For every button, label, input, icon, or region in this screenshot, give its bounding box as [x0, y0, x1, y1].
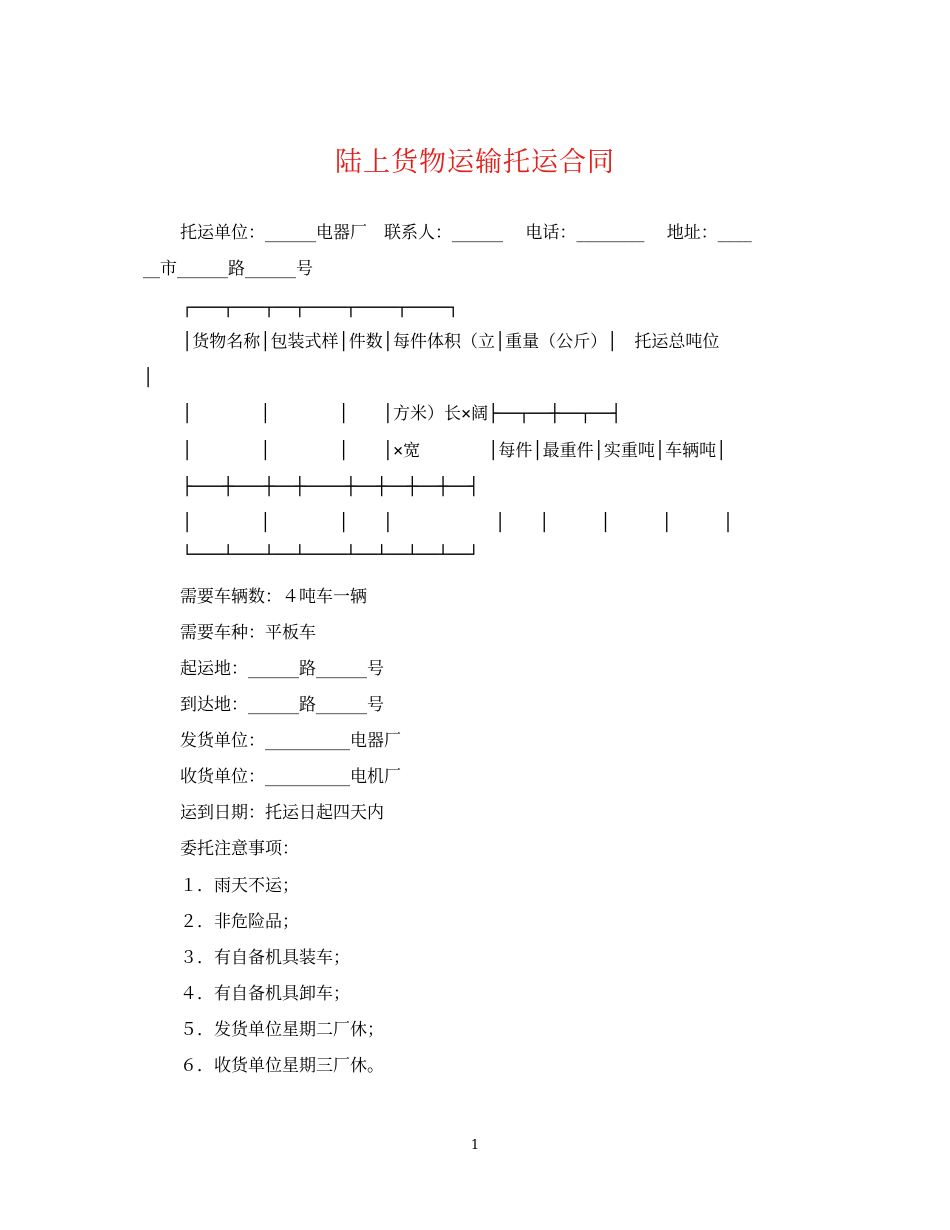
- note-item: ６．收货单位星期三厂休。: [180, 1056, 384, 1076]
- field-line: 需要车辆数：４吨车一辆: [180, 587, 367, 607]
- field-line: 到达地：______路______号: [180, 695, 384, 715]
- table-row: └───┴───┴──┴────┴──┴──┴──┴──┘: [182, 545, 479, 565]
- page-number: 1: [470, 1138, 480, 1153]
- field-line: 委托注意事项：: [180, 839, 299, 859]
- field-line: 收货单位：__________电机厂: [180, 767, 401, 787]
- field-line: 发货单位：__________电器厂: [180, 731, 401, 751]
- table-row: ┌───┬───┬──┬────┬────┬────┐: [182, 298, 459, 318]
- header-line-1: 托运单位：______电器厂 联系人：______ 电话：________ 地址：____: [180, 223, 752, 243]
- note-item: １．雨天不运；: [180, 876, 299, 896]
- field-line: 需要车种：平板车: [180, 623, 316, 643]
- note-item: ５．发货单位星期二厂休；: [180, 1020, 384, 1040]
- table-row: ├───┼───┼──┼────┼──┼──┼──┼──┤: [182, 477, 479, 497]
- note-item: ２．非危险品；: [180, 912, 299, 932]
- table-row: │ │ │ │×宽 │每件│最重件│实重吨│车辆吨│: [182, 441, 727, 461]
- note-item: ４．有自备机具卸车；: [180, 984, 350, 1004]
- table-row: │ │ │ │ │ │ │ │ │: [182, 513, 734, 533]
- header-line-2: __市______路______号: [143, 259, 313, 279]
- table-row: │ │ │ │方米）长×阔├──┬──┼──┬──┤: [182, 404, 622, 424]
- table-row: │货物名称│包装式样│件数│每件体积（立│重量（公斤）│ 托运总吨位: [182, 332, 720, 352]
- table-row: │: [143, 368, 154, 388]
- field-line: 起运地：______路______号: [180, 659, 384, 679]
- note-item: ３．有自备机具装车；: [180, 948, 350, 968]
- document-title: 陆上货物运输托运合同: [335, 147, 615, 178]
- field-line: 运到日期：托运日起四天内: [180, 803, 384, 823]
